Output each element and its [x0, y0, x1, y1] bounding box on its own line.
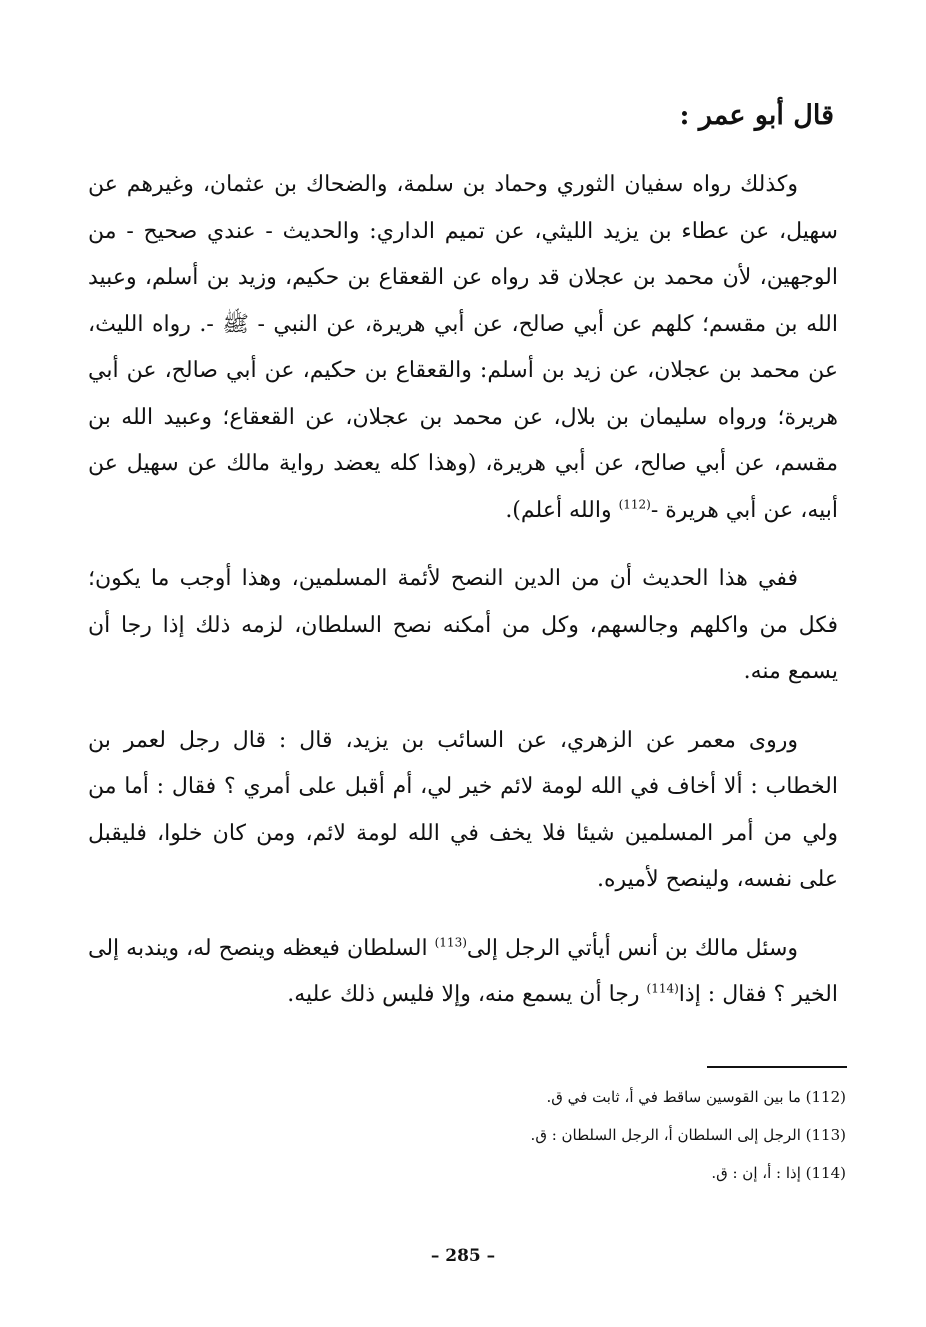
- paragraph-text: ففي هذا الحديث أن من الدين النصح لأئمة المسلمين، وهذا أوجب ما يكون؛ فكل من واكلهم وجالسهم، وكل من أمكنه نصح السلطان، لزمه ذلك إذا رجا أن يسمع منه.: [88, 566, 838, 684]
- footnote-113: (113) الرجل إلى السلطان أ، الرجل السلطان : ق.: [530, 1126, 846, 1144]
- paragraph-3: [88, 718, 838, 904]
- paragraph-text: وسئل مالك بن أنس أيأتي الرجل إلى: [466, 935, 798, 961]
- footnote-marker-113: (113): [434, 935, 467, 950]
- paragraph-2: [88, 556, 838, 696]
- footnote-divider: [707, 1066, 847, 1068]
- page-number: – 285 –: [430, 1246, 496, 1266]
- footnote-marker-112: (112): [618, 497, 651, 512]
- paragraph-text-continued: رجا أن يسمع منه، وإلا فليس ذلك عليه.: [287, 982, 647, 1007]
- footnotes: [86, 1078, 846, 1192]
- paragraph-text: وكذلك رواه سفيان الثوري وحماد بن سلمة، والضحاك بن عثمان، وغيرهم عن سهيل، عن عطاء بن يزيد الليثي، عن تميم الداري: والحديث - عندي صحيح - من الوجهين، لأن محمد بن عجلان قد رواه عن القعقاع بن حكيم، وزيد بن أسلم، وعبيد الله بن مقسم؛ كلهم عن أبي صالح، عن أبي هريرة، عن النبي - ﷺ -. رواه الليث، عن محمد بن عجلان، عن زيد بن أسلم: والقعقاع بن حكيم، عن أبي صالح، عن أبي هريرة؛ ورواه سليمان بن بلال، عن محمد بن عجلان، عن القعقاع؛ وعبيد الله بن مقسم، عن أبي صالح، عن أبي هريرة، (وهذا كله يعضد رواية مالك عن سهيل عن أبيه، عن أبي هريرة -: [88, 172, 838, 523]
- paragraph-4: [88, 926, 838, 1019]
- paragraph-1: [88, 162, 838, 534]
- footnote-marker-114: (114): [646, 981, 679, 996]
- footnote-112: (112) ما بين القوسين ساقط في أ، ثابت في ق.: [546, 1088, 846, 1106]
- paragraph-text: وروى معمر عن الزهري، عن السائب بن يزيد، قال : قال رجل لعمر بن الخطاب : ألا أخاف في الله لومة لائم خير لي، أم أقبل على أمري ؟ فقال : أما من ولي من أمر المسلمين شيئا فلا يخف في الله لومة لائم، ومن كان خلوا، فليقبل على نفسه، ولينصح لأميره.: [88, 727, 838, 892]
- section-heading: قال أبو عمر :: [679, 100, 834, 131]
- main-text: [88, 162, 838, 1019]
- paragraph-text-continued: السلطان فيعظه وينصح له، ويندبه إلى الخير ؟ فقال : إذا: [88, 935, 838, 1007]
- footnote-114: (114) إذا : أ، إن : ق.: [711, 1164, 846, 1182]
- paragraph-text-continued: والله أعلم).: [505, 497, 619, 523]
